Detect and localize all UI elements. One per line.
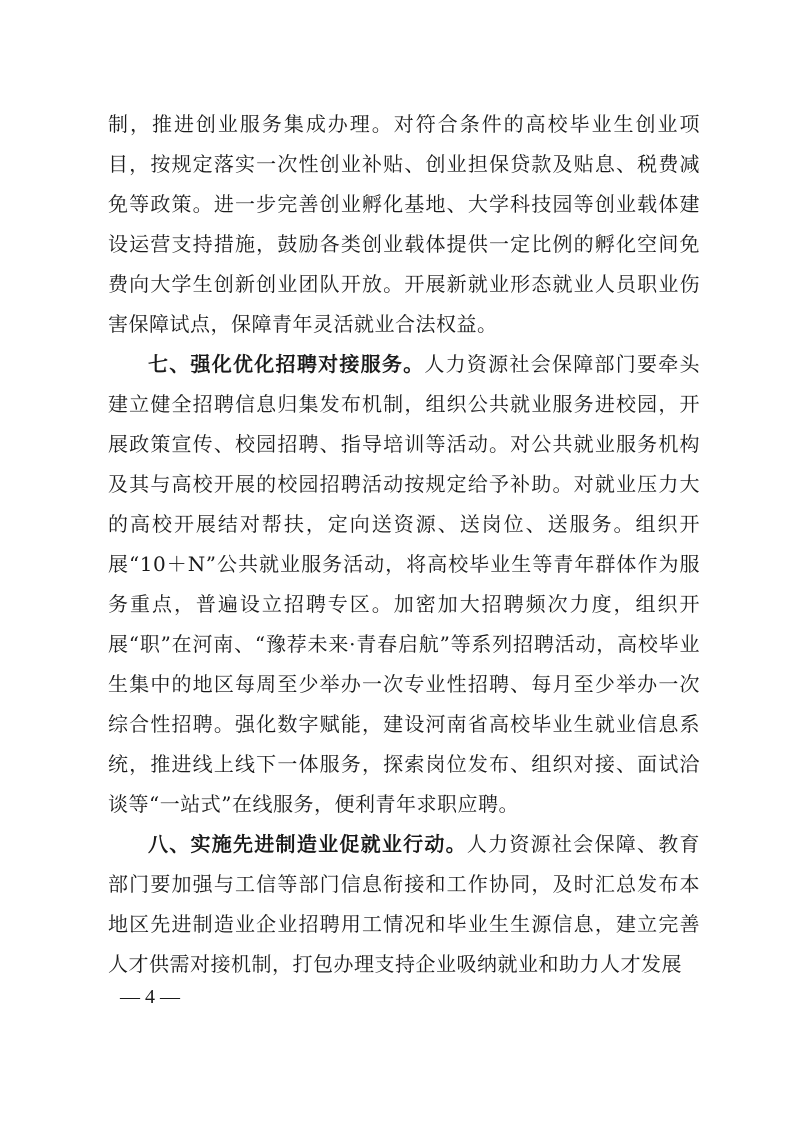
section-heading-8: 八、实施先进制造业促就业行动。 — [148, 832, 467, 856]
page-number: — 4 — — [120, 986, 180, 1008]
paragraph-section-8 — [108, 824, 700, 984]
document-body — [108, 104, 700, 984]
paragraph-continuation — [108, 104, 700, 344]
paragraph-text: 制，推进创业服务集成办理。对符合条件的高校毕业生创业项目，按规定落实一次性创业补贴、创业担保贷款及贴息、税费减免等政策。进一步完善创业孵化基地、大学科技园等创业载体建设运营支持措施，鼓励各类创业载体提供一定比例的孵化空间免费向大学生创新创业团队开放。开展新就业形态就业人员职业伤害保障试点，保障青年灵活就业合法权益。 — [108, 112, 700, 336]
paragraph-section-7 — [108, 344, 700, 824]
paragraph-text: 人力资源社会保障、教育部门要加强与工信等部门信息衔接和工作协同，及时汇总发布本地区先进制造业企业招聘用工情况和毕业生生源信息，建立完善人才供需对接机制，打包办理支持企业吸纳就业和助力人才发展 — [108, 832, 701, 976]
section-heading-7: 七、强化优化招聘对接服务。 — [148, 352, 425, 376]
paragraph-text: 人力资源社会保障部门要牵头建立健全招聘信息归集发布机制，组织公共就业服务进校园，开展政策宣传、校园招聘、指导培训等活动。对公共就业服务机构及其与高校开展的校园招聘活动按规定给予补助。对就业压力大的高校开展结对帮扶，定向送资源、送岗位、送服务。组织开展“10＋N”公共就业服务活动，将高校毕业生等青年群体作为服务重点，普遍设立招聘专区。加密加大招聘频次力度，组织开展“职”在河南、“豫荐未来·青春启航”等系列招聘活动，高校毕业生集中的地区每周至少举办一次专业性招聘、每月至少举办一次综合性招聘。强化数字赋能，建设河南省高校毕业生就业信息系统，推进线上线下一体服务，探索岗位发布、组织对接、面试洽谈等“一站式”在线服务，便利青年求职应聘。 — [108, 352, 701, 816]
